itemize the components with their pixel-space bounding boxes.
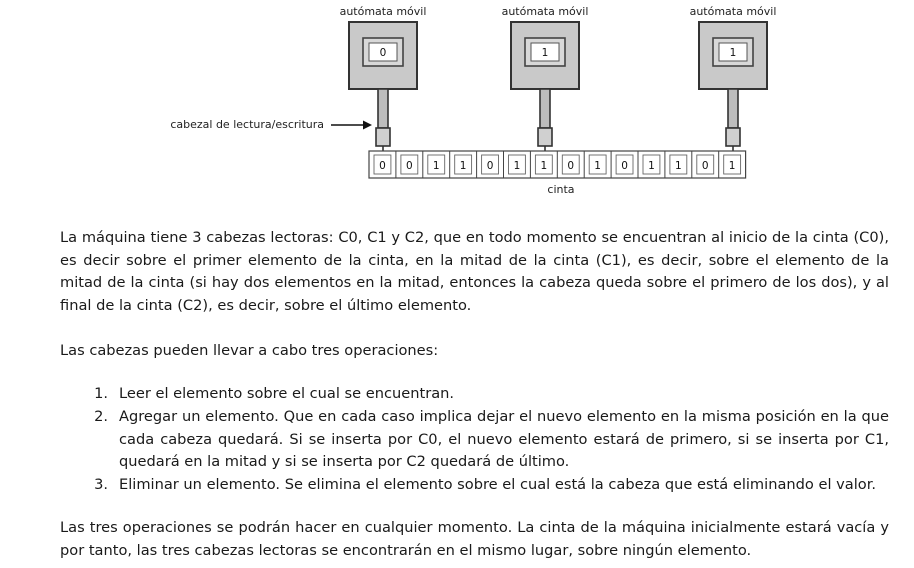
tape-cell-value: 0 — [486, 160, 494, 172]
tape-cell-value: 1 — [432, 160, 440, 172]
tape-cell-value: 0 — [406, 160, 413, 172]
list-text: Leer el elemento sobre el cual se encuentran. — [119, 385, 455, 402]
tape-cell-value: 0 — [379, 160, 386, 172]
automaton-label: autómata móvil — [501, 5, 589, 18]
automaton-label: autómata móvil — [689, 5, 777, 18]
head-label-arrowhead — [363, 121, 372, 130]
tape-cell-value: 1 — [513, 160, 521, 172]
tape-cell-value: 1 — [728, 160, 736, 172]
tape-cell-value: 0 — [621, 160, 628, 172]
read-write-head — [376, 128, 390, 146]
paragraph-operations-intro: Las cabezas pueden llevar a cabo tres operaciones: — [60, 342, 439, 359]
tape-cell-value: 1 — [459, 160, 467, 172]
turing-machine-diagram — [0, 0, 914, 205]
tape-cell-value: 0 — [701, 160, 709, 172]
tape-label: cinta — [547, 183, 575, 196]
automaton-state: 0 — [379, 47, 387, 59]
read-write-head — [726, 128, 740, 146]
head-label-group — [170, 118, 372, 131]
read-write-head-rod — [540, 89, 550, 128]
list-text: Agregar un elemento. Que en cada caso implica dejar el nuevo elemento en la misma posición en la que cada cabeza quedará. Si se inserta por C0, el nuevo elemento estará de primero, si se inserta por C1, quedará en la mitad y si se inserta por C2 quedará de último. — [119, 408, 889, 471]
mobile-automaton — [690, 5, 777, 151]
list-text: Eliminar un elemento. Se elimina el elemento sobre el cual está la cabeza que está eliminando el valor. — [119, 476, 877, 493]
mobile-automaton — [502, 5, 589, 151]
paragraph-heads-description: La máquina tiene 3 cabezas lectoras: C0, C1 y C2, que en todo momento se encuentran al inicio de la cinta (C0), es decir sobre el primer elemento de la cinta, en la mitad de la cinta (C1), es decir, sobre el elemento de la mitad de la cinta (si hay dos elementos en la mitad, entonces la cabeza queda sobre el primero de los dos), y al final de la cinta (C2), es decir, sobre el último elemento. — [60, 229, 889, 314]
tape-cell-value: 1 — [594, 160, 601, 172]
tape-cell — [374, 155, 391, 174]
paragraph-initial-state: Las tres operaciones se podrán hacer en cualquier momento. La cinta de la máquina inicialmente estará vacía y por tanto, las tres cabezas lectoras se encontrarán en el mismo lugar, sobre ningún elemento. — [60, 519, 889, 559]
mobile-automaton — [340, 5, 427, 151]
read-write-head-rod — [728, 89, 738, 128]
automaton-label: autómata móvil — [339, 5, 427, 18]
automaton-state: 1 — [729, 47, 737, 59]
tape-cell-value: 0 — [567, 160, 575, 172]
tape-cell-value: 1 — [675, 160, 682, 172]
list-number: 3. — [94, 476, 108, 493]
read-write-head — [538, 128, 552, 146]
list-number: 2. — [94, 408, 108, 425]
read-write-head-rod — [378, 89, 388, 128]
head-label: cabezal de lectura/escritura — [170, 118, 324, 131]
list-number: 1. — [94, 385, 108, 402]
tape-cell-value: 1 — [648, 160, 655, 172]
tape-cell-value: 1 — [540, 160, 548, 172]
automaton-state: 1 — [541, 47, 549, 59]
